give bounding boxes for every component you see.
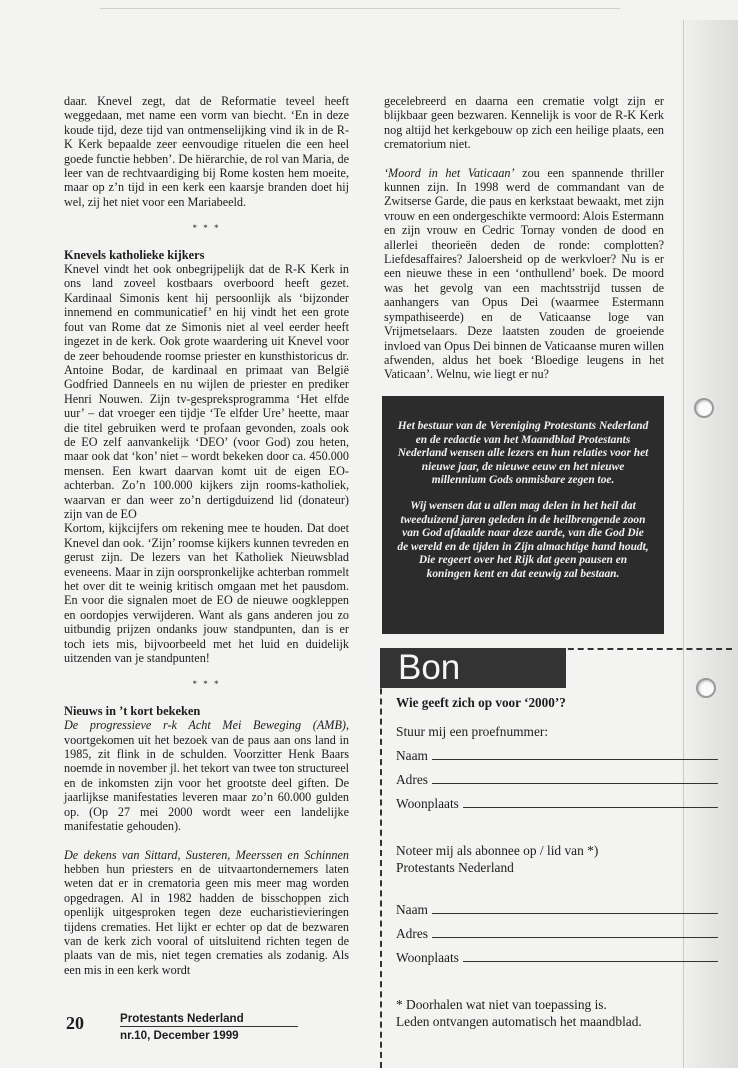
adres-label-2: Adres xyxy=(396,926,428,941)
punch-hole-upper xyxy=(694,398,714,418)
adres-line[interactable] xyxy=(432,783,718,784)
subscription-coupon xyxy=(380,648,732,1068)
amb-lead: De progressieve r-k Acht Mei Beweging (AMB), xyxy=(64,718,349,733)
paragraph-kijkcijfers: Kortom, kijkcijfers om rekening mee te houden. Dat doet Knevel dan ook. ‘Zijn’ roomse kijkers kunnen tevreden en gerust zijn. De lezers van het Katholiek Nieuwsblad eveneens. Maar in zijn oorspronkelijke achterban rommelt het over dit te weinig kritisch omgaan met het pausdom. En voor die signalen moet de EO de nieuwe oogkleppen en oordopjes verwijderen. Want als gans anderen jou zo uitbundig prijzen ondanks jouw standpunten, dan is er toch iets mis, bijvoorbeeld met het luid en duidelijk uitzenden van je standpunten! xyxy=(64,521,349,666)
page-number: 20 xyxy=(66,1013,84,1033)
paragraph-dekens xyxy=(64,848,349,978)
right-column xyxy=(384,94,664,408)
coupon-note-1: * Doorhalen wat niet van toepassing is. xyxy=(396,997,607,1012)
naam-line-2[interactable] xyxy=(432,913,718,914)
adres-line-2[interactable] xyxy=(432,937,718,938)
woonplaats-line[interactable] xyxy=(463,807,718,808)
coupon-note-2: Leden ontvangen automatisch het maandblad. xyxy=(396,1014,642,1029)
naam-label-2: Naam xyxy=(396,902,428,917)
dekens-body: hebben hun priesters en de uitvaartondernemers laten weten dat er in crematoria geen mis meer mag worden opgedragen. Al in 1982 hadden de bisschoppen zich openlijk uitgesproken tegen deze eucharistievieringen tijdens crematies. Het lijkt er echter op dat de bezwaren van de kerk zich vooral of uitsluitend richten tegen de plaats van de mis, niet tegen crematies als zodanig. Als een mis in een kerk wordt xyxy=(64,861,349,977)
adres-field-2[interactable] xyxy=(396,918,718,942)
naam-label: Naam xyxy=(396,748,428,763)
coupon-title: Wie geeft zich op voor ‘2000’? xyxy=(396,695,566,710)
paragraph-moord-vaticaan xyxy=(384,166,664,382)
adres-label: Adres xyxy=(396,772,428,787)
naam-field[interactable] xyxy=(396,740,718,764)
paragraph-reformatie: daar. Knevel zegt, dat de Reformatie teveel heeft weggedaan, met name een vorm van biecht. ‘En in deze koude tijd, deze tijd van ontmenselijking vind ik in de R-K Kerk bepaalde zeer eenvoudige rituelen die een heel goede functie hebben’. De hiërarchie, de rol van Maria, de leer van de rechtvaardiging bij Rome kosten hem moeite, maar op z’n tijd in een kerk een kaarsje branden doet hij wel, zij het niet voor een Mariabeeld. xyxy=(64,94,349,209)
woonplaats-line-2[interactable] xyxy=(463,961,718,962)
dekens-lead: De dekens van Sittard, Susteren, Meerssen en Schinnen xyxy=(64,847,349,862)
top-rule xyxy=(100,8,620,9)
abonnee-label-2: Protestants Nederland xyxy=(396,860,514,875)
notice-paragraph-1: Het bestuur van de Vereniging Protestants Nederland en de redactie van het Maandblad Protestants Nederland wensen alle lezers en hun relaties voor het nieuwe jaar, de nieuwe eeuw en het nieuwe millennium Gods onmisbare zegen toe. xyxy=(397,420,649,487)
adres-field[interactable] xyxy=(396,764,718,788)
paragraph-amb xyxy=(64,718,349,833)
left-column xyxy=(64,94,349,977)
woonplaats-field[interactable] xyxy=(396,788,718,812)
publication-title: Protestants Nederland xyxy=(120,1012,298,1027)
naam-line[interactable] xyxy=(432,759,718,760)
woonplaats-field-2[interactable] xyxy=(396,942,718,966)
heading-knevels-kijkers: Knevels katholieke kijkers xyxy=(64,247,205,262)
moord-lead: ‘Moord in het Vaticaan’ xyxy=(384,165,515,180)
heading-nieuws-kort: Nieuws in ’t kort bekeken xyxy=(64,703,201,718)
proefnummer-label: Stuur mij een proefnummer: xyxy=(396,724,549,739)
new-year-notice xyxy=(382,396,664,634)
amb-body: voortgekomen uit het bezoek van de paus aan ons land in 1985, zit flink in de schulden. Voorzitter Henk Baars noemde in november jl. het tekort van twee ton structureel en de inkomsten zijn voor het grootste deel giften. De jaarlijkse manifestaties leveren maar zo’n 60.000 gulden op. (Op 27 mei 2000 wordt weer een landelijke manifestatie gehouden). xyxy=(64,732,349,834)
paragraph-crematorium: gecelebreerd en daarna een crematie volgt zijn er blijkbaar geen bezwaren. Kennelijk is voor de R-K Kerk nog altijd het kerkgebouw op zich een heilige plaats, een crematorium niet. xyxy=(384,94,664,152)
section-divider: * * * xyxy=(192,679,221,690)
moord-body: zou een spannende thriller kunnen zijn. In 1998 werd de commandant van de Zwitserse Garde, die paus en kerkstaat bewaakt, met zijn vrouw en een ondergeschikte vermoord: Alois Estermann en zijn vrouw en Cedric Tornay vonden de dood en allerlei theorieën deden de ronde: complotten? Liefdesaffaires? Jaloersheid op de werkvloer? Nu is er een nieuwe these in een ‘onthullend’ boek. De moord was het gevolg van een machtsstrijd tussen de aanhangers van Opus Dei (waarmee Estermann sympathiseerde) en de Vaticaanse loge van Vrijmetselaars. Deze laatsten zouden de groeiende invloed van Opus Dei binnen de Vaticaanse muren willen afwenden, aldus het boek ‘Bloedige leugens in het Vaticaan’. Welnu, wie liegt er nu? xyxy=(384,165,665,382)
coupon-tab: Bon xyxy=(380,648,566,688)
notice-paragraph-2: Wij wensen dat u allen mag delen in het heil dat tweeduizend jaren geleden in de heilbrengende zoon van God afdaalde naar deze aarde, van die God Die de wereld en de tijden in Zijn almachtige hand houdt, Die regeert over het Rijk dat geen pausen en koningen kent en dat eeuwig zal bestaan. xyxy=(397,499,649,580)
coupon-body xyxy=(396,694,718,1030)
naam-field-2[interactable] xyxy=(396,894,718,918)
paragraph-knevel-simonis: Knevel vindt het ook onbegrijpelijk dat de R-K Kerk in ons land zoveel kostbaars overboord heeft gezet. Kardinaal Simonis kent hij persoonlijk als ‘bijzonder innemend en communicatief’ en hij vindt het een grote fout van Rome dat ze Simonis niet al veel eerder heeft ingezet in de kerk. Ook grote waardering uit Knevel voor de zeer behoudende roomse priester en kunsthistoricus dr. Antoine Bodar, de kardinaal en primaat van België Godfried Danneels en nu wijlen de priester en prediker Henri Nouwen. Zijn tv-gespreksprogramma ‘Het elfde uur’ – dat vroeger een tijdje ‘Te elfder Ure’ heette, maar die titel gebruiken werd te profaan gevonden, zoals ook de EO zelf aanvankelijk ‘DEO’ (voor God) zou heten, maar ook dat ‘kon’ niet – wordt bekeken door ca. 450.000 mensen. Een kwart daarvan komt uit de eigen EO-achterban. Zo’n 100.000 kijkers zijn rooms-katholiek, waarvan er dan weer zo’n dertigduizend lid (donateur) zijn van de EO xyxy=(64,262,349,521)
section-divider: * * * xyxy=(192,223,221,234)
abonnee-label: Noteer mij als abonnee op / lid van *) xyxy=(396,843,599,858)
woonplaats-label: Woonplaats xyxy=(396,796,459,811)
issue-label: nr.10, December 1999 xyxy=(120,1029,239,1042)
woonplaats-label-2: Woonplaats xyxy=(396,950,459,965)
